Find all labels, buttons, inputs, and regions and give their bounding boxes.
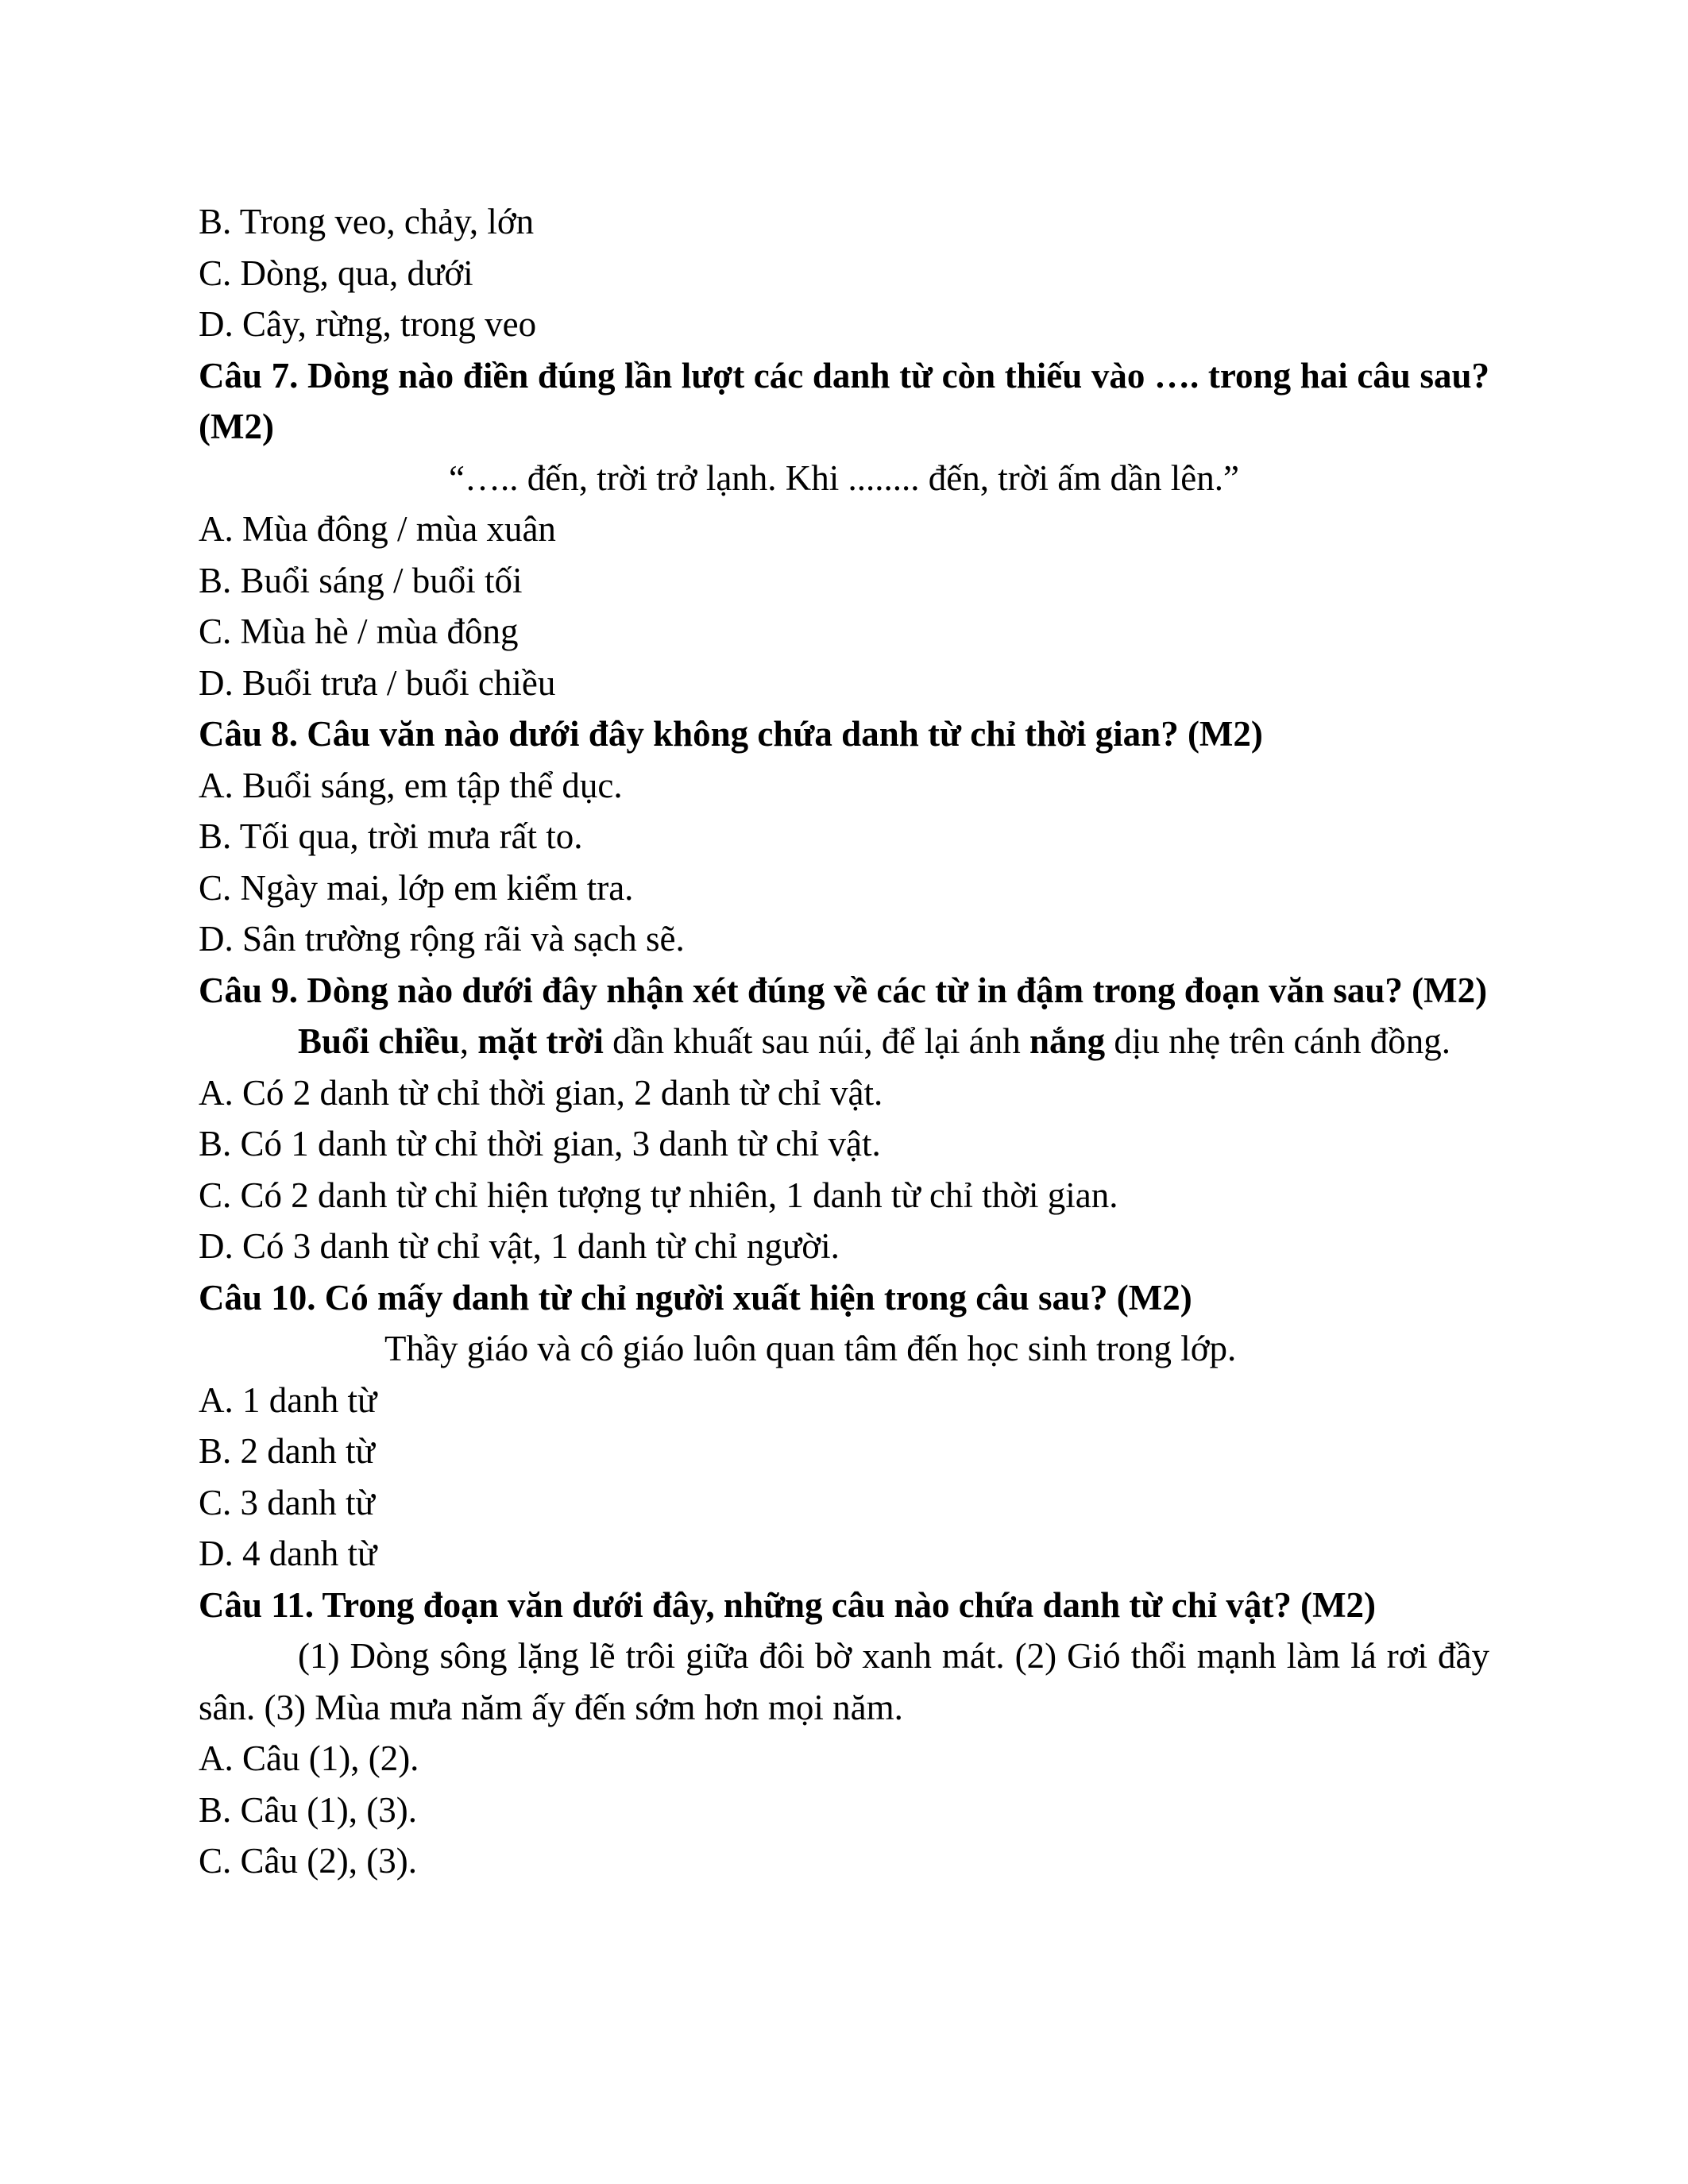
q7-option-d: D. Buổi trưa / buổi chiều: [199, 662, 556, 703]
q9-question: Câu 9. Dòng nào dưới đây nhận xét đúng về các từ in đậm trong đoạn văn sau? (M2): [199, 970, 1488, 1010]
q9-passage-text-2: dần khuất sau núi, để lại ánh: [603, 1021, 1030, 1061]
q9-passage-sep: ,: [459, 1021, 478, 1061]
q6-option-b: B. Trong veo, chảy, lớn: [199, 202, 535, 241]
q6-option-c: C. Dòng, qua, dưới: [199, 253, 473, 293]
q7-option-c: C. Mùa hè / mùa đông: [199, 612, 519, 651]
q8-option-d: D. Sân trường rộng rãi và sạch sẽ.: [199, 919, 685, 959]
q9-bold-word-2: mặt trời: [477, 1021, 604, 1061]
q9-passage: [199, 1016, 1489, 1067]
q7-quote: “….. đến, trời trở lạnh. Khi ........ đến, trời ấm dần lên.”: [449, 457, 1239, 498]
q10-option-a: A. 1 danh từ: [199, 1379, 377, 1420]
document-page: [199, 196, 1489, 1887]
q7-question: Câu 7. Dòng nào điền đúng lần lượt các danh từ còn thiếu vào …. trong hai câu sau? (M2): [199, 355, 1489, 446]
q9-option-b: B. Có 1 danh từ chỉ thời gian, 3 danh từ chỉ vật.: [199, 1124, 881, 1163]
q9-bold-word-3: nắng: [1029, 1021, 1106, 1061]
q6-option-d: D. Cây, rừng, trong veo: [199, 304, 537, 344]
q11-option-b: B. Câu (1), (3).: [199, 1789, 417, 1830]
q10-option-c: C. 3 danh từ: [199, 1482, 375, 1522]
q7-option-b: B. Buổi sáng / buổi tối: [199, 560, 523, 600]
q11-option-a: A. Câu (1), (2).: [199, 1738, 419, 1778]
q10-option-b: B. 2 danh từ: [199, 1431, 375, 1471]
q10-sentence: Thầy giáo và cô giáo luôn quan tâm đến học sinh trong lớp.: [384, 1329, 1237, 1368]
q9-option-c: C. Có 2 danh từ chỉ hiện tượng tự nhiên, 1 danh từ chỉ thời gian.: [199, 1175, 1118, 1215]
q9-passage-text-3: dịu nhẹ trên cánh đồng.: [1105, 1021, 1450, 1061]
q11-passage: (1) Dòng sông lặng lẽ trôi giữa đôi bờ xanh mát. (2) Gió thổi mạnh làm lá rơi đầy sân. (3) Mùa mưa năm ấy đến sớm hơn mọi năm.: [199, 1636, 1489, 1727]
q9-option-d: D. Có 3 danh từ chỉ vật, 1 danh từ chỉ người.: [199, 1226, 840, 1266]
q10-option-d: D. 4 danh từ: [199, 1534, 377, 1573]
q9-option-a: A. Có 2 danh từ chỉ thời gian, 2 danh từ chỉ vật.: [199, 1072, 883, 1113]
q8-option-c: C. Ngày mai, lớp em kiểm tra.: [199, 867, 634, 908]
q8-option-b: B. Tối qua, trời mưa rất to.: [199, 816, 583, 856]
q7-option-a: A. Mùa đông / mùa xuân: [199, 509, 556, 549]
q8-question: Câu 8. Câu văn nào dưới đây không chứa danh từ chỉ thời gian? (M2): [199, 714, 1263, 754]
q10-question: Câu 10. Có mấy danh từ chỉ người xuất hiện trong câu sau? (M2): [199, 1277, 1192, 1318]
q8-option-a: A. Buổi sáng, em tập thể dục.: [199, 765, 623, 805]
q9-bold-word-1: Buổi chiều: [298, 1021, 460, 1061]
q11-option-c: C. Câu (2), (3).: [199, 1841, 417, 1881]
q11-question: Câu 11. Trong đoạn văn dưới đây, những câu nào chứa danh từ chỉ vật? (M2): [199, 1584, 1377, 1625]
